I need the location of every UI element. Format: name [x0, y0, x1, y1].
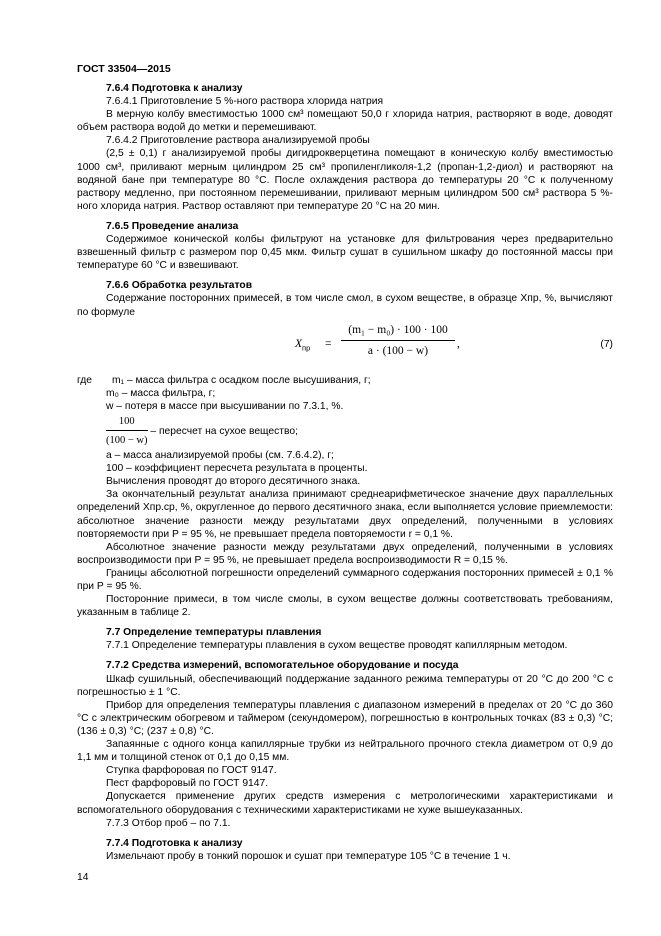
- formula-number: (7): [600, 338, 613, 350]
- paragraph: Запаянные с одного конца капиллярные трубки из нейтрального прочного стекла диаметром от 0,9 до 1,1 мм и толщиной стенок от 0,1 до 0,15 мм.: [77, 739, 613, 764]
- paragraph: Измельчают пробу в тонкий порошок и сушат при температуре 105 °С в течение 1 ч.: [106, 850, 511, 862]
- page-number: 14: [77, 872, 89, 883]
- paragraph: Вычисления проводят до второго десятичного знака.: [106, 476, 361, 488]
- definition-m1: где m₁ – масса фильтра с осадком после высушивания, г;: [77, 374, 371, 386]
- formula-7: [77, 321, 613, 371]
- paragraph: Пест фарфоровый по ГОСТ 9147.: [106, 778, 269, 790]
- formula-equals: =: [325, 337, 332, 350]
- formula-denominator: a · (100 − w): [367, 344, 429, 357]
- formula-fraction: [341, 324, 455, 358]
- paragraph: Абсолютное значение разности между результатами двух определений, полученными в условиях воспроизводимости при P = 95 %, не превышает предела воспроизводимости R = 0,15 %.: [77, 541, 613, 566]
- paragraph: 7.7.1 Определение температуры плавления в сухом веществе проводят капиллярным методом.: [106, 640, 568, 652]
- paragraph: За окончательный результат анализа принимают среднеарифметическое значение двух параллельных определений Xпр.ср, %, округленное до первого десятичного знака, если выполняется условие приемлемости: абсолютное значение разности между результатами двух определений, полученными в условиях повторяемости при P = 95 %, не превышает предела повторяемости r = 0,1 %.: [77, 489, 613, 540]
- document-body: [77, 82, 613, 863]
- section-766-title: 7.6.6 Обработка результатов: [106, 280, 253, 292]
- section-77-title: 7.7 Определение температуры плавления: [106, 627, 322, 639]
- standard-header: ГОСТ 33504—2015: [77, 63, 171, 75]
- paragraph: 7.6.4.1 Приготовление 5 %-ного раствора хлорида натрия: [106, 96, 384, 108]
- paragraph: Границы абсолютной погрешности определений суммарного содержания посторонних примесей ± 0,1 % при P = 95 %.: [77, 567, 613, 592]
- definition-fraction: $\frac{100}{(100 - w)}$ – пересчет на сухое вещество;: [106, 415, 298, 446]
- paragraph: Содержание посторонних примесей, в том числе смол, в сухом веществе, в образце Xпр, %, вычисляют по формуле: [77, 293, 613, 318]
- definition-100: 100 – коэффициент пересчета результата в проценты.: [106, 463, 368, 475]
- section-764-title: 7.6.4 Подготовка к анализу: [106, 83, 243, 94]
- formula-comma: ,: [457, 337, 460, 350]
- paragraph: Содержимое конической колбы фильтруют на установке для фильтрования через предварительно взвешенный фильтр с размером пор 0,45 мкм. Фильтр сушат в сушильном шкафу до постоянной массы при температуре 60 °С и взвешивают.: [77, 234, 613, 272]
- paragraph: Прибор для определения температуры плавления с диапазоном измерений в пределах от 20 °С до 360 °С с электрическим обогревом и таймером (секундомером), погрешностью в контрольных точках (83 ± 0,3) °С; (136 ± 0,3) °С; (237 ± 0,8) °С.: [77, 699, 613, 737]
- definition-w: w – потеря в массе при высушивании по 7.3.1, %.: [106, 400, 344, 412]
- definition-a: a – масса анализируемой пробы (см. 7.6.4.2), г;: [106, 450, 334, 462]
- small-fraction: $\frac{100}{(100 - w)}$: [106, 415, 148, 446]
- paragraph: Шкаф сушильный, обеспечивающий поддержание заданного режима температуры от 20 °С до 200 °С с погрешностью ± 1 °С.: [77, 673, 613, 698]
- definition-m0: m₀ – масса фильтра, г;: [106, 387, 216, 399]
- paragraph: В мерную колбу вместимостью 1000 см³ помещают 50,0 г хлорида натрия, растворяют в воде, доводят объем раствора водой до метки и перемешивают.: [77, 109, 613, 134]
- section-774-title: 7.7.4 Подготовка к анализу: [106, 837, 243, 849]
- formula-numerator: (m₁ − m₀) · 100 · 100: [341, 324, 455, 341]
- paragraph: 7.6.4.2 Приготовление раствора анализируемой пробы: [106, 135, 370, 147]
- paragraph: Посторонние примеси, в том числе смолы, в сухом веществе должны соответствовать требованиям, указанным в таблице 2.: [77, 594, 613, 619]
- formula-lhs: $X_{пр}$: [295, 337, 311, 352]
- section-772-title: 7.7.2 Средства измерений, вспомогательное оборудование и посуда: [106, 660, 459, 672]
- paragraph: Ступка фарфоровая по ГОСТ 9147.: [106, 765, 277, 777]
- paragraph: Допускается применение других средств измерения с метрологическими характеристиками и вспомогательного оборудования с техническими характеристиками не хуже вышеуказанных.: [77, 791, 613, 816]
- section-765-title: 7.6.5 Проведение анализа: [106, 220, 239, 232]
- paragraph: 7.7.3 Отбор проб – по 7.1.: [106, 817, 231, 829]
- paragraph: (2,5 ± 0,1) г анализируемой пробы дигидрокверцетина помещают в коническую колбу вместимостью 1000 см³, приливают мерным цилиндром 25 см³ пропиленгликоля-1,2 (пропан-1,2-диол) и растворяют на водяной бане при температуре 80 °С. После охлаждения раствора до температуры 20 °С к полученному раствору медленно, при постоянном перемешивании, приливают мерным цилиндром 500 см³ раствора 5 %-ного хлорида натрия. Раствор оставляют при температуре 20 °С на 20 мин.: [77, 148, 613, 212]
